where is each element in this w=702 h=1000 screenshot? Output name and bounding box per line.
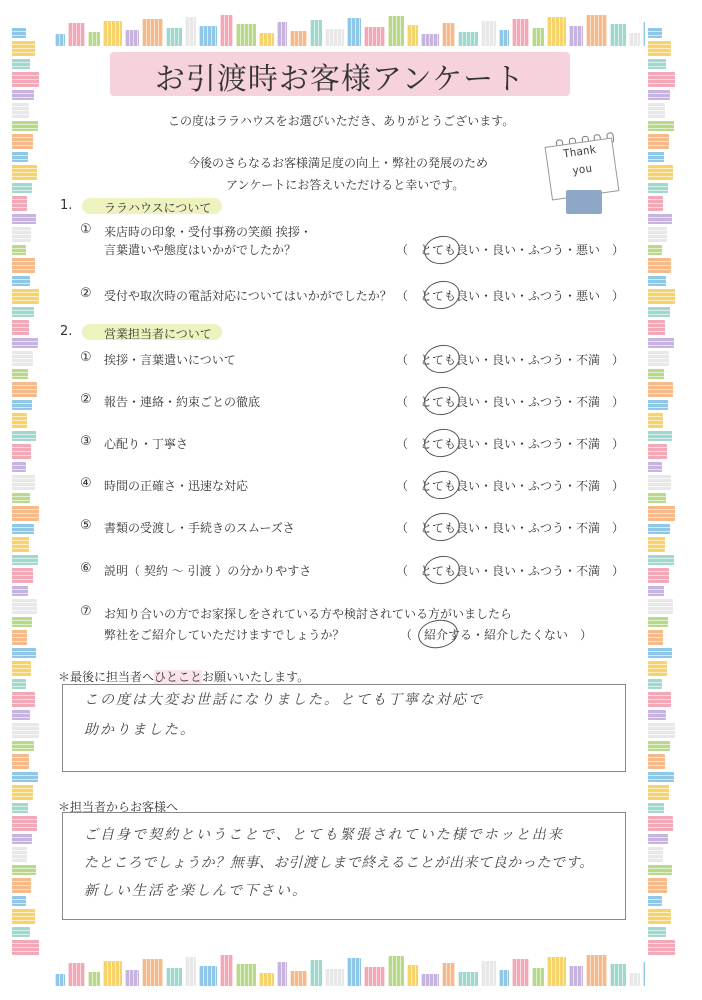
- building-icon: [347, 958, 361, 986]
- building-icon: [12, 90, 34, 100]
- building-icon: [166, 28, 182, 46]
- building-icon: [12, 152, 28, 162]
- memo-2-heading: ＊担当者からお客様へ: [58, 800, 179, 814]
- building-icon: [12, 444, 31, 459]
- building-icon: [12, 586, 28, 596]
- building-icon: [648, 772, 674, 782]
- question-2-4-options[interactable]: （ とても良い・良い・ふつう・不満 ）: [396, 479, 625, 493]
- building-icon: [648, 121, 674, 131]
- building-icon: [648, 134, 669, 149]
- building-icon: [12, 599, 37, 614]
- building-icon: [648, 896, 662, 906]
- building-icon: [12, 475, 35, 490]
- building-icon: [12, 803, 28, 813]
- thank-you-line-2: you: [571, 161, 593, 178]
- building-icon: [12, 431, 36, 441]
- question-2-1-text: 挨拶・言葉遣いについて: [104, 353, 236, 367]
- question-2-7-number: ⑦: [80, 604, 92, 619]
- building-icon: [290, 31, 307, 46]
- building-icon: [12, 165, 37, 180]
- building-icon: [648, 586, 664, 596]
- building-icon: [185, 17, 196, 46]
- building-icon: [648, 214, 672, 224]
- question-2-4-number: ④: [80, 476, 92, 491]
- building-icon: [648, 940, 675, 955]
- building-icon: [643, 22, 645, 46]
- building-border-bottom: [55, 952, 645, 986]
- building-icon: [629, 33, 640, 46]
- memo-1-heading-suffix: お願いいたします。: [202, 670, 310, 684]
- building-icon: [648, 90, 670, 100]
- building-icon: [458, 32, 478, 46]
- building-icon: [547, 17, 566, 46]
- question-2-2-number: ②: [80, 392, 92, 407]
- building-icon: [166, 968, 182, 986]
- memo-1-heading-highlight: ひとこと: [154, 670, 203, 684]
- building-icon: [648, 803, 664, 813]
- building-icon: [364, 27, 385, 46]
- building-icon: [648, 710, 666, 720]
- building-icon: [12, 413, 27, 428]
- building-icon: [648, 909, 671, 924]
- building-icon: [88, 32, 100, 46]
- building-icon: [648, 927, 666, 937]
- building-icon: [648, 878, 667, 893]
- question-2-7-line-2: 弊社をご紹介していただけますでしょうか？: [104, 628, 345, 642]
- question-1-2-text: 受付や取次時の電話対応についてはいかがでしたか？: [104, 289, 392, 303]
- building-icon: [648, 865, 672, 875]
- building-icon: [12, 134, 33, 149]
- building-icon: [648, 493, 666, 503]
- building-border-right: [648, 28, 676, 958]
- building-icon: [12, 785, 33, 800]
- memo-1-heading: [58, 668, 309, 685]
- question-2-3-text: 心配り・丁寧さ: [104, 437, 189, 451]
- building-icon: [648, 413, 663, 428]
- building-icon: [648, 692, 671, 707]
- building-icon: [290, 971, 307, 986]
- question-1-1-circle-mark: [422, 233, 462, 267]
- building-icon: [12, 351, 33, 366]
- building-icon: [12, 661, 31, 676]
- memo-2-handwriting-line-1: ご自身で契約ということで、とても緊張されていた様でホッと出来: [84, 827, 564, 843]
- memo-1-handwriting-line-1: この度は大変お世話になりました。とても丁寧な対応で: [84, 692, 484, 708]
- building-icon: [648, 258, 671, 273]
- building-icon: [648, 59, 666, 69]
- building-icon: [220, 955, 233, 986]
- building-icon: [12, 41, 35, 56]
- building-icon: [532, 968, 544, 986]
- building-icon: [648, 400, 668, 410]
- building-icon: [648, 245, 662, 255]
- building-icon: [125, 970, 139, 986]
- building-icon: [12, 865, 36, 875]
- building-icon: [68, 963, 85, 986]
- building-icon: [648, 227, 667, 242]
- building-icon: [648, 320, 665, 335]
- building-icon: [643, 962, 645, 986]
- question-1-2-circle-mark: [422, 278, 462, 312]
- building-icon: [532, 28, 544, 46]
- building-icon: [12, 834, 32, 844]
- building-icon: [12, 72, 39, 87]
- building-icon: [277, 962, 287, 986]
- building-icon: [12, 679, 26, 689]
- building-icon: [12, 555, 38, 565]
- building-icon: [648, 524, 670, 534]
- building-icon: [68, 23, 85, 46]
- question-1-1-options[interactable]: （ とても良い・良い・ふつう・悪い ）: [396, 243, 625, 257]
- building-icon: [648, 72, 675, 87]
- building-icon: [648, 599, 673, 614]
- building-icon: [648, 741, 670, 751]
- building-icon: [12, 59, 30, 69]
- building-icon: [277, 22, 287, 46]
- building-icon: [648, 661, 667, 676]
- question-2-6-circle-mark: [422, 553, 462, 587]
- building-icon: [648, 555, 674, 565]
- building-icon: [259, 973, 274, 986]
- question-2-5-text: 書類の受渡し・手続きのスムーズさ: [104, 521, 295, 535]
- building-icon: [388, 16, 404, 46]
- building-icon: [12, 741, 34, 751]
- question-1-1-line-2: 言葉遣いや態度はいかがでしたか？: [104, 243, 297, 257]
- building-icon: [648, 165, 673, 180]
- building-icon: [12, 568, 33, 583]
- question-1-1-line-1: 来店時の印象・受付事務の笑顔 挨拶・: [104, 225, 312, 239]
- question-2-7-line-1: お知り合いの方でお家探しをされている方や検討されている方がいましたら: [104, 607, 513, 621]
- building-icon: [648, 537, 665, 552]
- section-1-number: 1.: [60, 198, 73, 213]
- question-2-1-number: ①: [80, 350, 92, 365]
- building-icon: [648, 41, 671, 56]
- building-icon: [12, 245, 26, 255]
- building-icon: [499, 970, 509, 986]
- question-2-3-circle-mark: [422, 426, 462, 460]
- section-2-number: 2.: [60, 324, 73, 339]
- question-2-5-circle-mark: [422, 510, 462, 544]
- building-icon: [648, 462, 662, 472]
- building-icon: [55, 34, 65, 46]
- building-icon: [12, 537, 29, 552]
- building-icon: [55, 974, 65, 986]
- section-2-label: 営業担当者について: [104, 327, 212, 341]
- question-2-4-text: 時間の正確さ・迅速な対応: [104, 479, 249, 493]
- building-icon: [481, 21, 496, 46]
- question-2-6-text: 説明（ 契約 ～ 引渡 ）の分かりやすさ: [104, 564, 312, 578]
- building-icon: [12, 338, 38, 348]
- building-icon: [12, 258, 35, 273]
- building-icon: [12, 289, 39, 304]
- building-icon: [12, 103, 29, 118]
- building-icon: [648, 568, 669, 583]
- building-icon: [442, 23, 455, 46]
- question-2-2-circle-mark: [422, 384, 462, 418]
- question-2-6-number: ⑥: [80, 561, 92, 576]
- building-icon: [12, 183, 32, 193]
- building-icon: [12, 320, 29, 335]
- intro-line-2: 今後のさらなるお客様満足度の向上・弊社の発展のため: [188, 156, 489, 170]
- intro-line-1: この度はララハウスをお選びいただき、ありがとうございます。: [168, 114, 515, 128]
- building-icon: [648, 648, 672, 658]
- building-icon: [648, 351, 669, 366]
- building-icon: [347, 18, 361, 46]
- building-icon: [12, 493, 30, 503]
- memo-1-heading-prefix: ＊最後に担当者へ: [58, 670, 155, 684]
- building-icon: [325, 29, 344, 46]
- building-icon: [648, 475, 671, 490]
- building-icon: [648, 152, 664, 162]
- building-icon: [648, 723, 675, 738]
- building-icon: [648, 444, 667, 459]
- building-icon: [12, 772, 38, 782]
- building-icon: [12, 214, 36, 224]
- thank-you-line-1: Thank: [562, 142, 597, 161]
- building-icon: [481, 961, 496, 986]
- building-icon: [12, 816, 37, 831]
- building-icon: [648, 834, 668, 844]
- building-icon: [12, 710, 30, 720]
- building-icon: [512, 959, 529, 986]
- building-icon: [648, 338, 674, 348]
- question-2-3-number: ③: [80, 434, 92, 449]
- building-icon: [648, 754, 665, 769]
- building-icon: [364, 967, 385, 986]
- building-icon: [648, 28, 662, 38]
- question-2-6-options[interactable]: （ とても良い・良い・ふつう・不満 ）: [396, 564, 625, 578]
- building-icon: [12, 276, 30, 286]
- question-2-5-number: ⑤: [80, 518, 92, 533]
- question-1-1-number: ①: [80, 222, 92, 237]
- memo-1-handwriting-line-2: 助かりました。: [84, 722, 196, 738]
- building-icon: [259, 33, 274, 46]
- building-icon: [648, 506, 675, 521]
- building-icon: [12, 754, 29, 769]
- building-icon: [12, 121, 38, 131]
- building-icon: [12, 909, 35, 924]
- question-2-3-options[interactable]: （ とても良い・良い・ふつう・不満 ）: [396, 437, 625, 451]
- building-icon: [12, 382, 37, 397]
- question-2-5-options[interactable]: （ とても良い・良い・ふつう・不満 ）: [396, 521, 625, 535]
- building-icon: [648, 679, 662, 689]
- building-icon: [12, 723, 39, 738]
- memo-2-handwriting-line-3: 新しい生活を楽しんで下さい。: [84, 883, 308, 899]
- building-icon: [442, 963, 455, 986]
- building-icon: [199, 966, 217, 986]
- question-2-4-circle-mark: [422, 468, 462, 502]
- building-icon: [648, 183, 668, 193]
- building-border-top: [55, 12, 645, 46]
- building-icon: [236, 964, 256, 986]
- building-icon: [12, 196, 27, 211]
- building-icon: [88, 972, 100, 986]
- building-icon: [648, 276, 666, 286]
- office-building-icon: [566, 190, 602, 214]
- building-icon: [12, 462, 26, 472]
- building-icon: [12, 940, 39, 955]
- building-icon: [648, 382, 673, 397]
- building-icon: [12, 692, 35, 707]
- building-icon: [648, 630, 663, 645]
- building-icon: [388, 956, 404, 986]
- building-icon: [421, 34, 439, 46]
- building-icon: [648, 617, 668, 627]
- building-icon: [547, 957, 566, 986]
- building-icon: [648, 289, 675, 304]
- building-icon: [199, 26, 217, 46]
- building-icon: [12, 369, 28, 379]
- building-icon: [499, 30, 509, 46]
- question-1-2-options[interactable]: （ とても良い・良い・ふつう・悪い ）: [396, 289, 625, 303]
- building-icon: [648, 816, 673, 831]
- building-icon: [648, 847, 663, 862]
- question-2-1-circle-mark: [422, 342, 462, 376]
- building-icon: [12, 648, 36, 658]
- building-icon: [569, 26, 583, 46]
- building-icon: [12, 617, 32, 627]
- building-icon: [12, 878, 31, 893]
- building-icon: [421, 974, 439, 986]
- building-icon: [648, 785, 669, 800]
- building-icon: [12, 630, 27, 645]
- building-icon: [12, 524, 34, 534]
- building-icon: [125, 30, 139, 46]
- building-icon: [648, 369, 664, 379]
- building-icon: [458, 972, 478, 986]
- building-icon: [12, 847, 27, 862]
- building-icon: [648, 196, 663, 211]
- question-2-7-options[interactable]: （ 紹介する・紹介したくない ）: [400, 628, 593, 642]
- page-title: お引渡時お客様アンケート: [154, 62, 526, 97]
- memo-2-handwriting-line-2: たところでしょうか？無事、お引渡しまで終えることが出来て良かったです。: [84, 855, 594, 871]
- section-1-label: ララハウスについて: [104, 201, 212, 215]
- intro-line-3: アンケートにお答えいただけると幸いです。: [226, 178, 465, 192]
- building-icon: [12, 506, 39, 521]
- building-icon: [12, 400, 32, 410]
- building-border-left: [12, 28, 40, 958]
- building-icon: [569, 966, 583, 986]
- building-icon: [103, 961, 122, 986]
- building-icon: [310, 20, 322, 46]
- building-icon: [407, 25, 418, 46]
- building-icon: [407, 965, 418, 986]
- building-icon: [648, 103, 665, 118]
- question-1-2-number: ②: [80, 286, 92, 301]
- question-2-2-text: 報告・連絡・約束ごとの徹底: [104, 395, 261, 409]
- building-icon: [610, 964, 626, 986]
- building-icon: [220, 15, 233, 46]
- building-icon: [142, 959, 163, 986]
- building-icon: [236, 24, 256, 46]
- building-icon: [325, 969, 344, 986]
- building-icon: [629, 973, 640, 986]
- building-icon: [12, 307, 34, 317]
- building-icon: [103, 21, 122, 46]
- building-icon: [586, 955, 607, 986]
- building-icon: [648, 431, 672, 441]
- question-2-1-options[interactable]: （ とても良い・良い・ふつう・不満 ）: [396, 353, 625, 367]
- building-icon: [648, 307, 670, 317]
- building-icon: [310, 960, 322, 986]
- building-icon: [12, 896, 26, 906]
- building-icon: [12, 927, 30, 937]
- building-icon: [12, 28, 26, 38]
- building-icon: [12, 227, 31, 242]
- building-icon: [142, 19, 163, 46]
- question-2-2-options[interactable]: （ とても良い・良い・ふつう・不満 ）: [396, 395, 625, 409]
- building-icon: [185, 957, 196, 986]
- building-icon: [512, 19, 529, 46]
- building-icon: [586, 15, 607, 46]
- building-icon: [610, 24, 626, 46]
